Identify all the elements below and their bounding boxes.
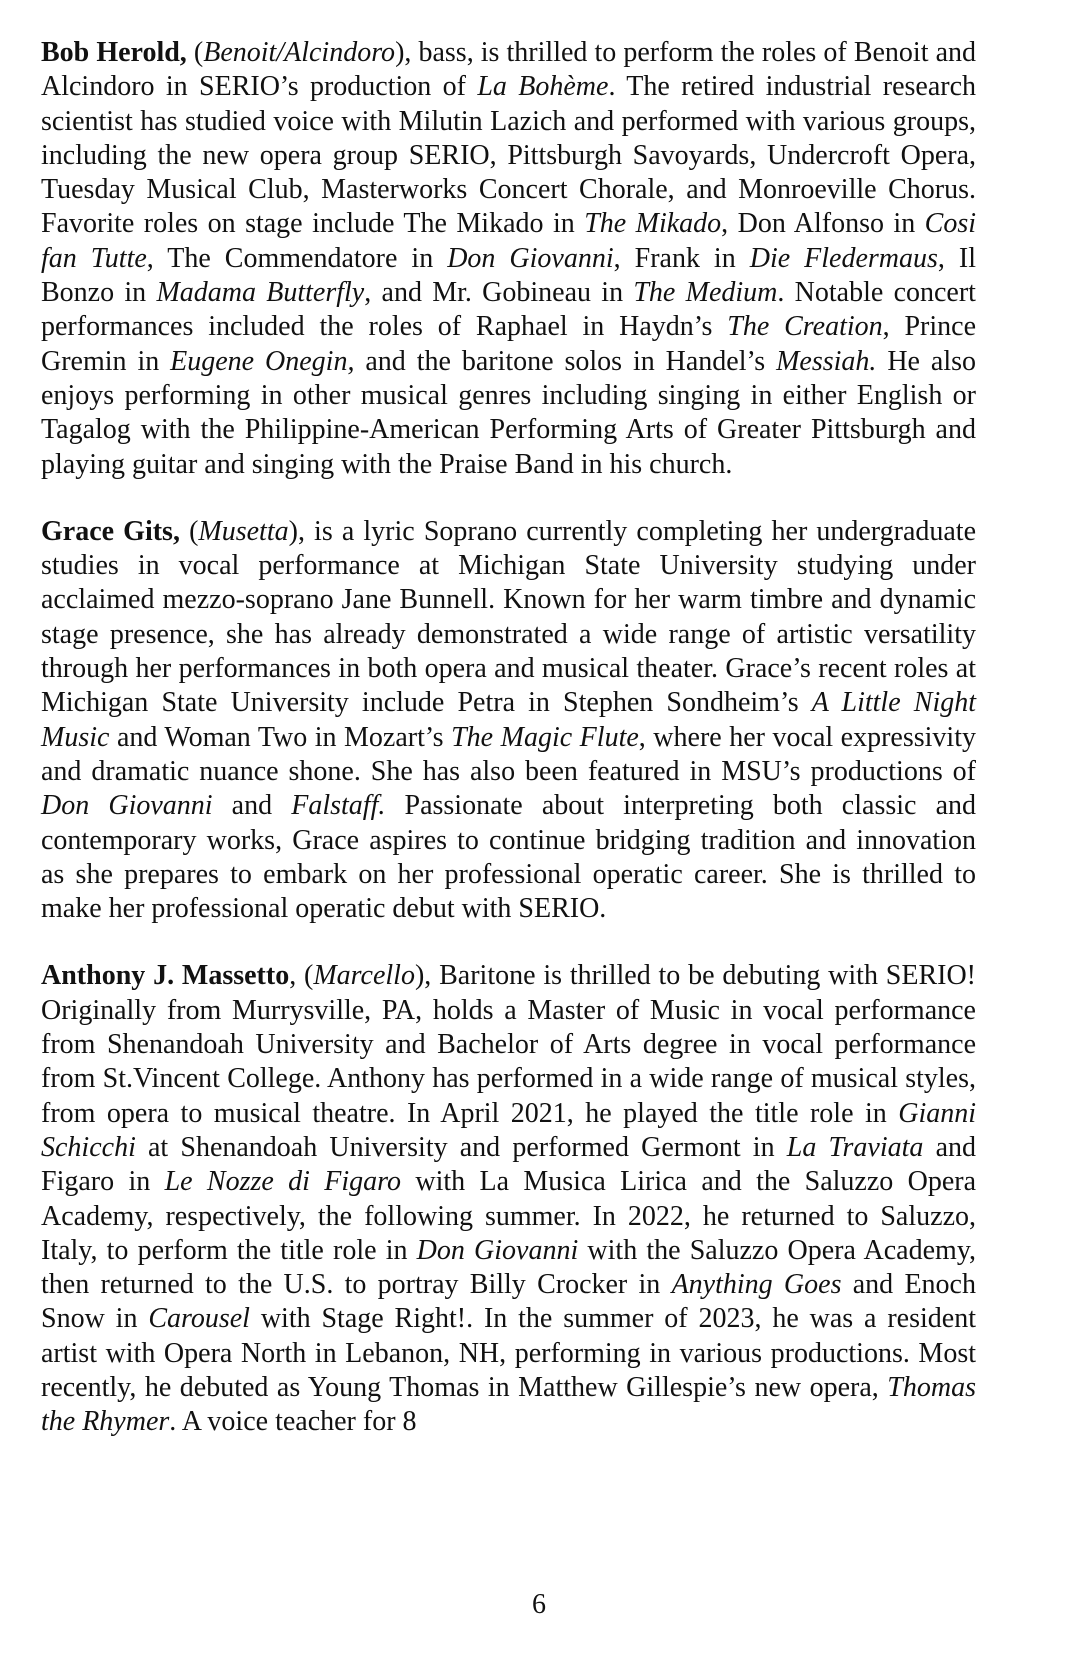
italic-title: Don Giovanni: [416, 1234, 579, 1266]
bio-text-run: and Woman Two in Mozart’s: [109, 721, 452, 753]
bio-text-run: , The Commendatore in: [146, 242, 448, 274]
italic-title: The Creation: [727, 311, 883, 343]
bio-text-run: (: [179, 515, 199, 547]
performer-name: Anthony J. Massetto: [41, 960, 290, 992]
bio-text-run: ), bass, is thrilled to perform the roles of Benoit and Alcindoro in SERIO’s production of: [41, 37, 976, 103]
bio-text-run: ), is a lyric Soprano currently completing her undergraduate studies in vocal performance at Michigan State University studying under acclaimed mezzo-soprano Jane Bunnell. Known for her warm timbre and dynamic stage presence, she has already demonstrated a wide range of artistic versatility through her performances in both opera and musical theater. Grace’s recent roles at Michigan State University include Petra in Stephen Sondheim’s: [41, 515, 977, 719]
italic-title: The Magic Flute: [451, 721, 639, 753]
italic-title: Madama Butterfly: [156, 277, 365, 309]
bio-paragraph: [41, 36, 976, 482]
bio-text-run: , where her vocal expressivity and dramatic nuance shone. She has also been featured in MSU’s productions of: [41, 721, 976, 787]
page-number: 6: [532, 1589, 546, 1620]
italic-title: Le Nozze di Figaro: [164, 1166, 402, 1198]
italic-title: Carousel: [148, 1303, 250, 1335]
italic-title: Thomas the Rhymer: [41, 1371, 976, 1438]
bio-text-run: with the Saluzzo Opera Academy, then returned to the U.S. to portray Billy Crocker in: [41, 1234, 976, 1301]
italic-title: Eugene Onegin,: [170, 345, 355, 377]
bio-text-run: , Frank in: [613, 242, 750, 274]
bio-text-run: with La Musica Lirica and the Saluzzo Opera Academy, respectively, the following summer. In 2022, he returned to Saluzzo, Italy, to perform the title role in: [41, 1166, 977, 1266]
program-page-text: [41, 36, 976, 1440]
italic-title: Gianni Schicchi: [41, 1097, 976, 1163]
italic-title: Messiah.: [776, 345, 877, 377]
bio-text-run: and Enoch Snow in: [41, 1269, 976, 1335]
bio-text-run: . A voice teacher for 8: [169, 1406, 417, 1438]
italic-title: Die Fledermaus: [749, 242, 938, 274]
italic-title: Falstaff.: [291, 790, 386, 822]
bio-text-run: at Shenandoah University and performed Germont in: [135, 1131, 787, 1163]
bio-text-run: (: [186, 37, 204, 68]
bio-paragraph: [41, 959, 976, 1439]
bio-text: [41, 37, 976, 480]
italic-title: Marcello: [313, 960, 415, 992]
italic-title: The Medium: [633, 277, 778, 309]
bio-text-run: . Notable concert performances included the roles of Raphael in Haydn’s: [41, 277, 976, 343]
bio-text-run: Passionate about interpreting both classic and contemporary works, Grace aspires to continue bridging tradition and innovation as she prepares to embark on her professional operatic career. She is thrilled to make her professional operatic debut with SERIO.: [41, 790, 976, 925]
bio-text-run: , Prince Gremin in: [41, 311, 976, 377]
performer-name: Grace Gits,: [41, 515, 180, 547]
italic-title: Musetta: [198, 515, 289, 547]
bio-text-run: , Don Alfonso in: [721, 208, 925, 240]
bio-text-run: with Stage Right!. In the summer of 2023, he was a resident artist with Opera North in Lebanon, NH, performing in various productions. Most recently, he debuted as Young Thomas in Matthew Gillespie’s new opera,: [41, 1303, 976, 1403]
bio-paragraph: [41, 515, 976, 927]
italic-title: Benoit/Alcindoro: [203, 37, 396, 68]
bio-text-run: and the baritone solos in Handel’s: [354, 345, 777, 377]
bio-text-run: He also enjoys performing in other musical genres including singing in either English or Tagalog with the Philippine-American Performing Arts of Greater Pittsburgh and playing guitar and singing with the Praise Band in his church.: [41, 345, 976, 480]
italic-title: La Bohème: [477, 71, 609, 103]
bio-text-run: , (: [289, 960, 314, 992]
bio-text-run: , and Mr. Gobineau in: [364, 277, 634, 309]
bio-text-run: , Il Bonzo in: [41, 242, 977, 309]
bio-text-run: and Figaro in: [41, 1131, 976, 1198]
italic-title: Anything Goes: [671, 1269, 842, 1301]
bio-text: [41, 960, 976, 1437]
italic-title: Don Giovanni: [447, 242, 614, 274]
performer-name: Bob Herold,: [41, 37, 187, 68]
italic-title: Cosi fan Tutte: [41, 208, 977, 274]
bio-text-run: ), Baritone is thrilled to be debuting with SERIO! Originally from Murrysville, PA, holds a Master of Music in vocal performance from Shenandoah University and Bachelor of Arts degree in vocal performance from St.Vincent College. Anthony has performed in a wide range of musical styles, from opera to musical theatre. In April 2021, he played the title role in: [41, 960, 977, 1129]
italic-title: A Little Night Music: [41, 687, 977, 753]
italic-title: The Mikado: [584, 208, 722, 240]
bio-text-run: and: [212, 790, 292, 822]
bio-text-run: . The retired industrial research scientist has studied voice with Milutin Lazich and performed with various groups, including the new opera group SERIO, Pittsburgh Savoyards, Undercroft Opera, Tuesday Musical Club, Masterworks Concert Chorale, and Monroeville Chorus. Favorite roles on stage include The Mikado in: [41, 71, 976, 240]
bio-text: [41, 516, 976, 924]
italic-title: La Traviata: [786, 1131, 924, 1163]
italic-title: Don Giovanni: [41, 790, 213, 822]
